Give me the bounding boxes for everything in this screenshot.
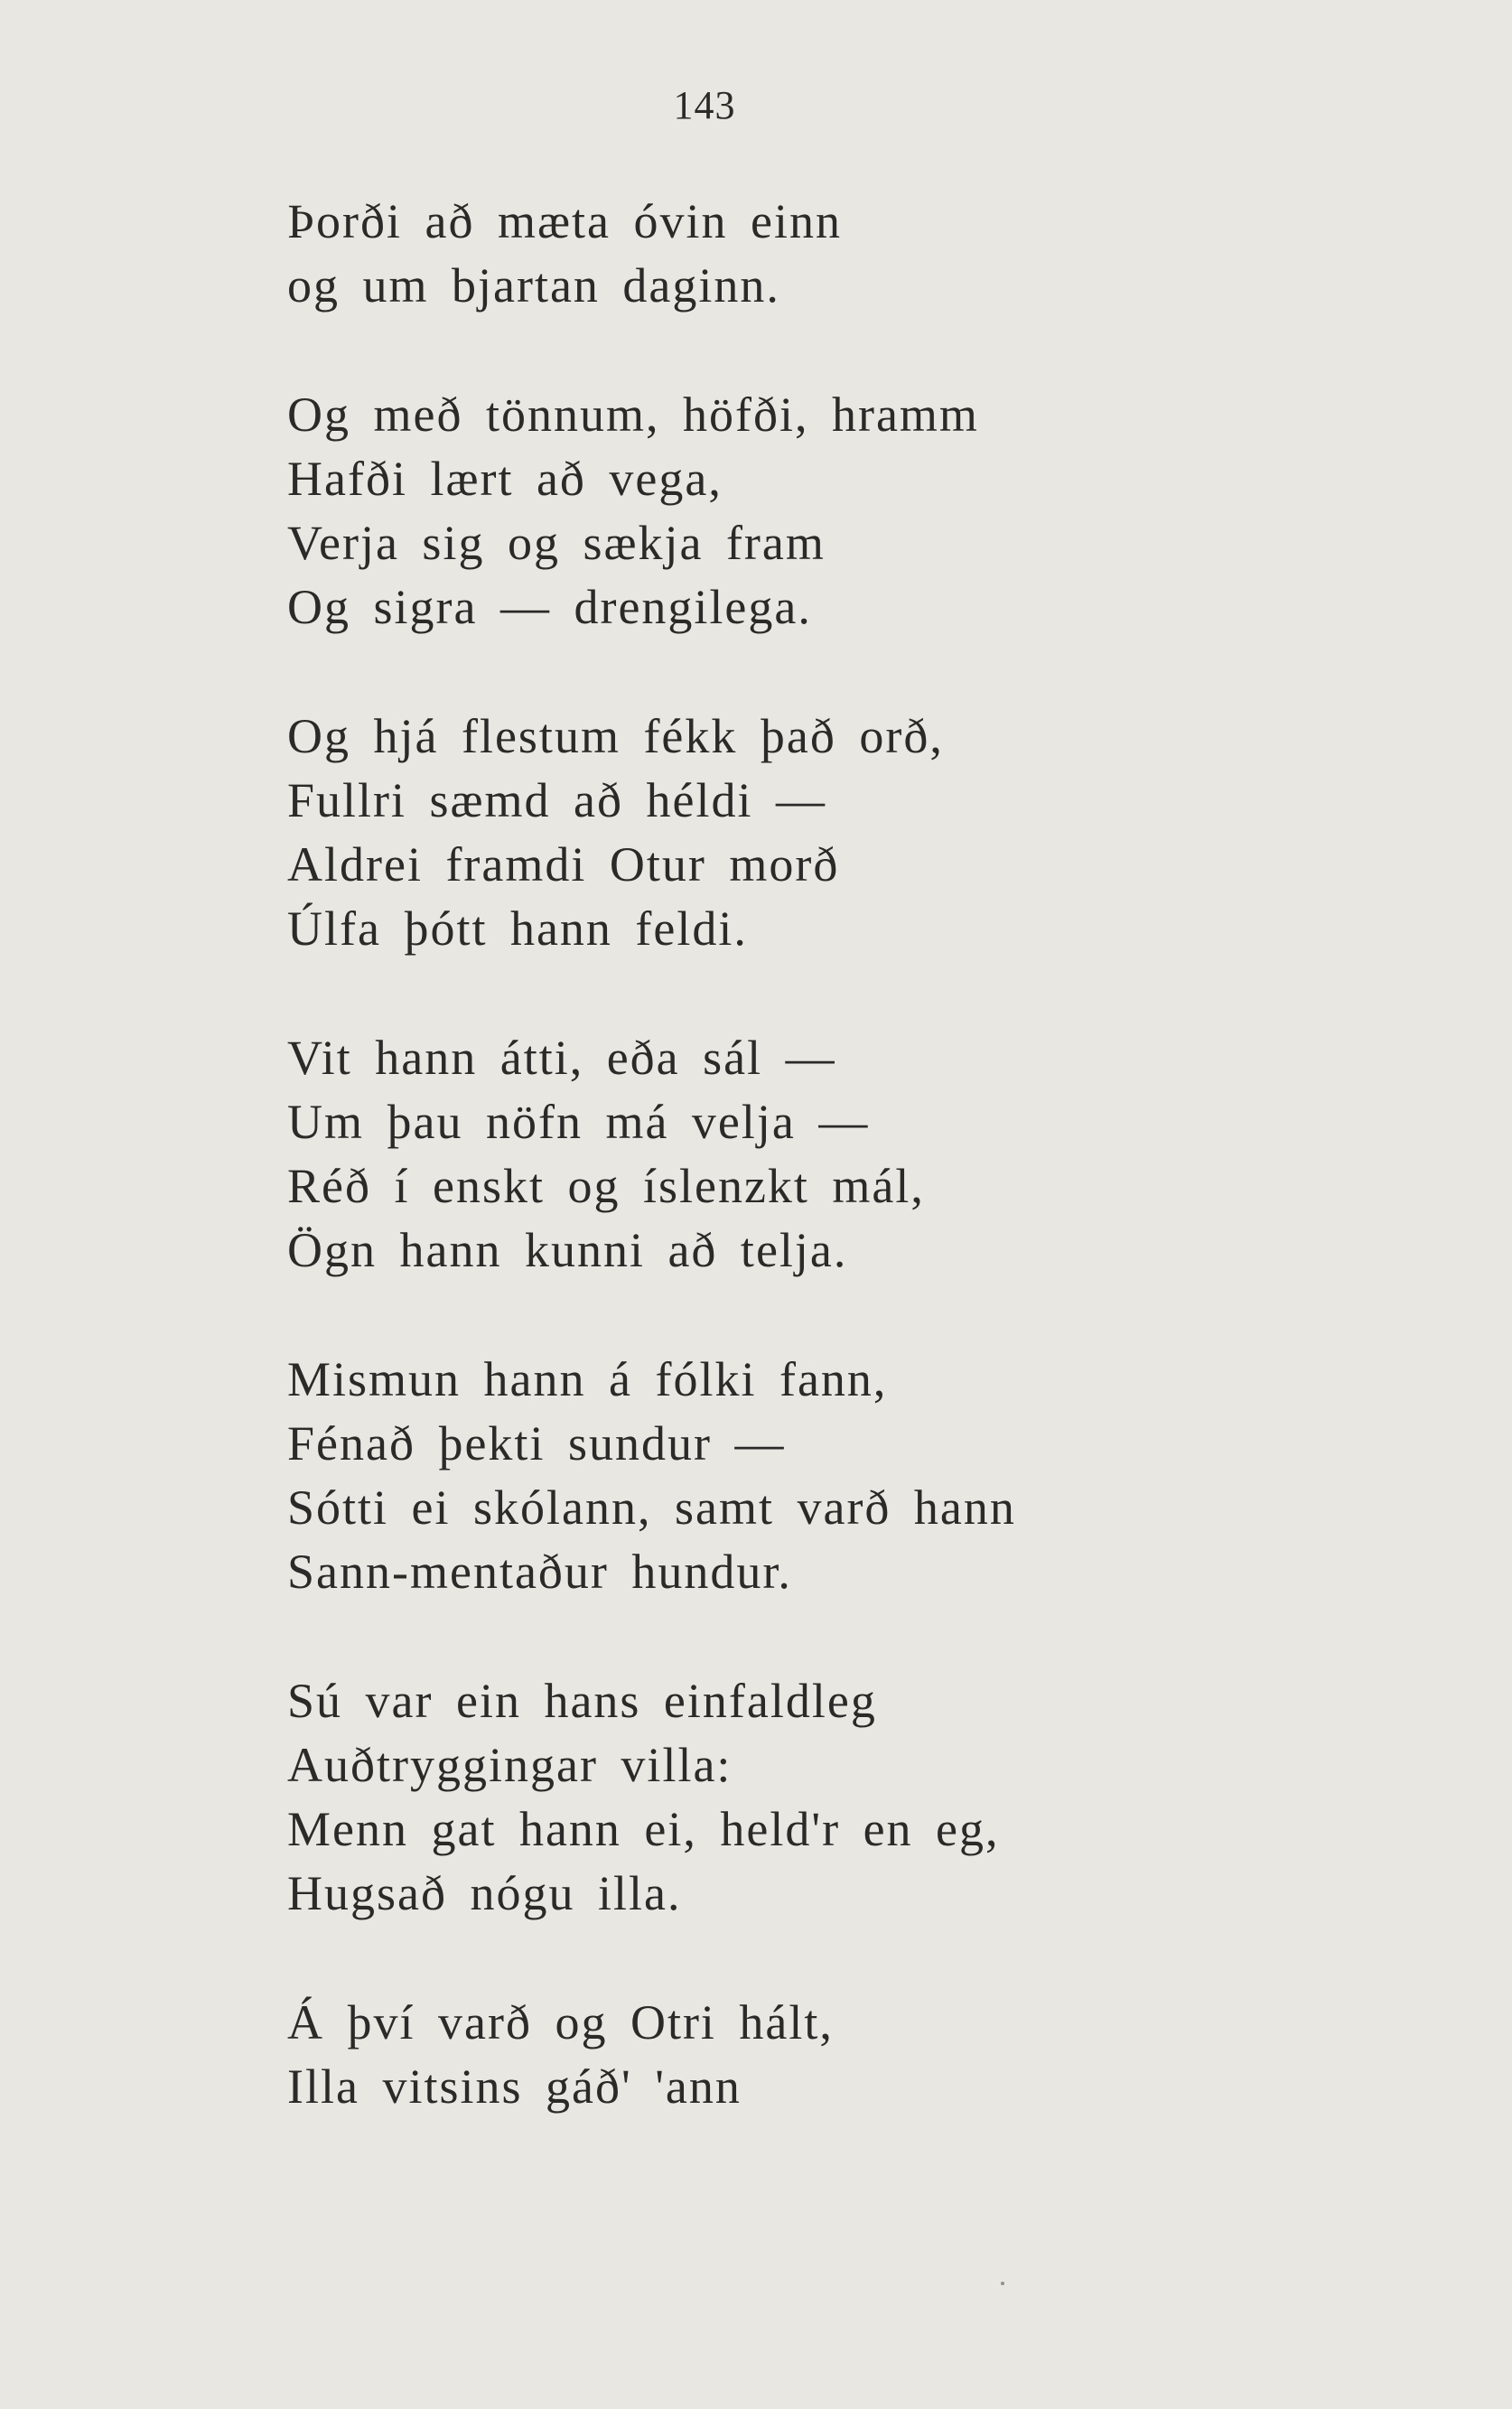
poem-line: Úlfa þótt hann feldi. bbox=[287, 901, 748, 956]
stanza-5 bbox=[287, 1348, 1461, 1604]
stanza-6 bbox=[287, 1669, 1461, 1926]
poem-line: Sann-mentaður hundur. bbox=[287, 1545, 792, 1599]
poem-line: Menn gat hann ei, held'r en eg, bbox=[287, 1802, 1000, 1856]
paper-speck bbox=[1001, 2282, 1004, 2285]
poem-line: Hafði lært að vega, bbox=[287, 452, 723, 506]
poem-line: og um bjartan daginn. bbox=[287, 258, 780, 313]
stanza-3 bbox=[287, 705, 1461, 961]
poem-line: Um þau nöfn má velja — bbox=[287, 1095, 870, 1149]
poem bbox=[287, 190, 1461, 2184]
stanza-4 bbox=[287, 1026, 1461, 1283]
poem-line: Illa vitsins gáð' 'ann bbox=[287, 2059, 742, 2114]
poem-line: Þorði að mæta óvin einn bbox=[287, 194, 842, 248]
poem-line: Mismun hann á fólki fann, bbox=[287, 1352, 888, 1406]
poem-line: Fullri sæmd að héldi — bbox=[287, 773, 826, 827]
poem-line: Verja sig og sækja fram bbox=[287, 516, 826, 570]
poem-line: Auðtryggingar villa: bbox=[287, 1738, 733, 1792]
stanza-7 bbox=[287, 1991, 1461, 2119]
poem-line: Vit hann átti, eða sál — bbox=[287, 1031, 836, 1085]
poem-line: Sú var ein hans einfaldleg bbox=[287, 1674, 877, 1728]
poem-line: Á því varð og Otri hált, bbox=[287, 1995, 834, 2050]
poem-line: Og hjá flestum fékk það orð, bbox=[287, 709, 944, 763]
poem-line: Ögn hann kunni að telja. bbox=[287, 1223, 848, 1277]
poem-line: Sótti ei skólann, samt varð hann bbox=[287, 1480, 1016, 1535]
poem-line: Hugsað nógu illa. bbox=[287, 1866, 682, 1920]
stanza-1 bbox=[287, 190, 1461, 318]
poem-line: Og sigra — drengilega. bbox=[287, 580, 812, 634]
page-number: 143 bbox=[673, 83, 736, 127]
poem-line: Og með tönnum, höfði, hramm bbox=[287, 387, 979, 442]
poem-line: Aldrei framdi Otur morð bbox=[287, 837, 840, 892]
poem-line: Réð í enskt og íslenzkt mál, bbox=[287, 1159, 925, 1213]
stanza-2 bbox=[287, 383, 1461, 640]
poem-line: Fénað þekti sundur — bbox=[287, 1416, 786, 1471]
